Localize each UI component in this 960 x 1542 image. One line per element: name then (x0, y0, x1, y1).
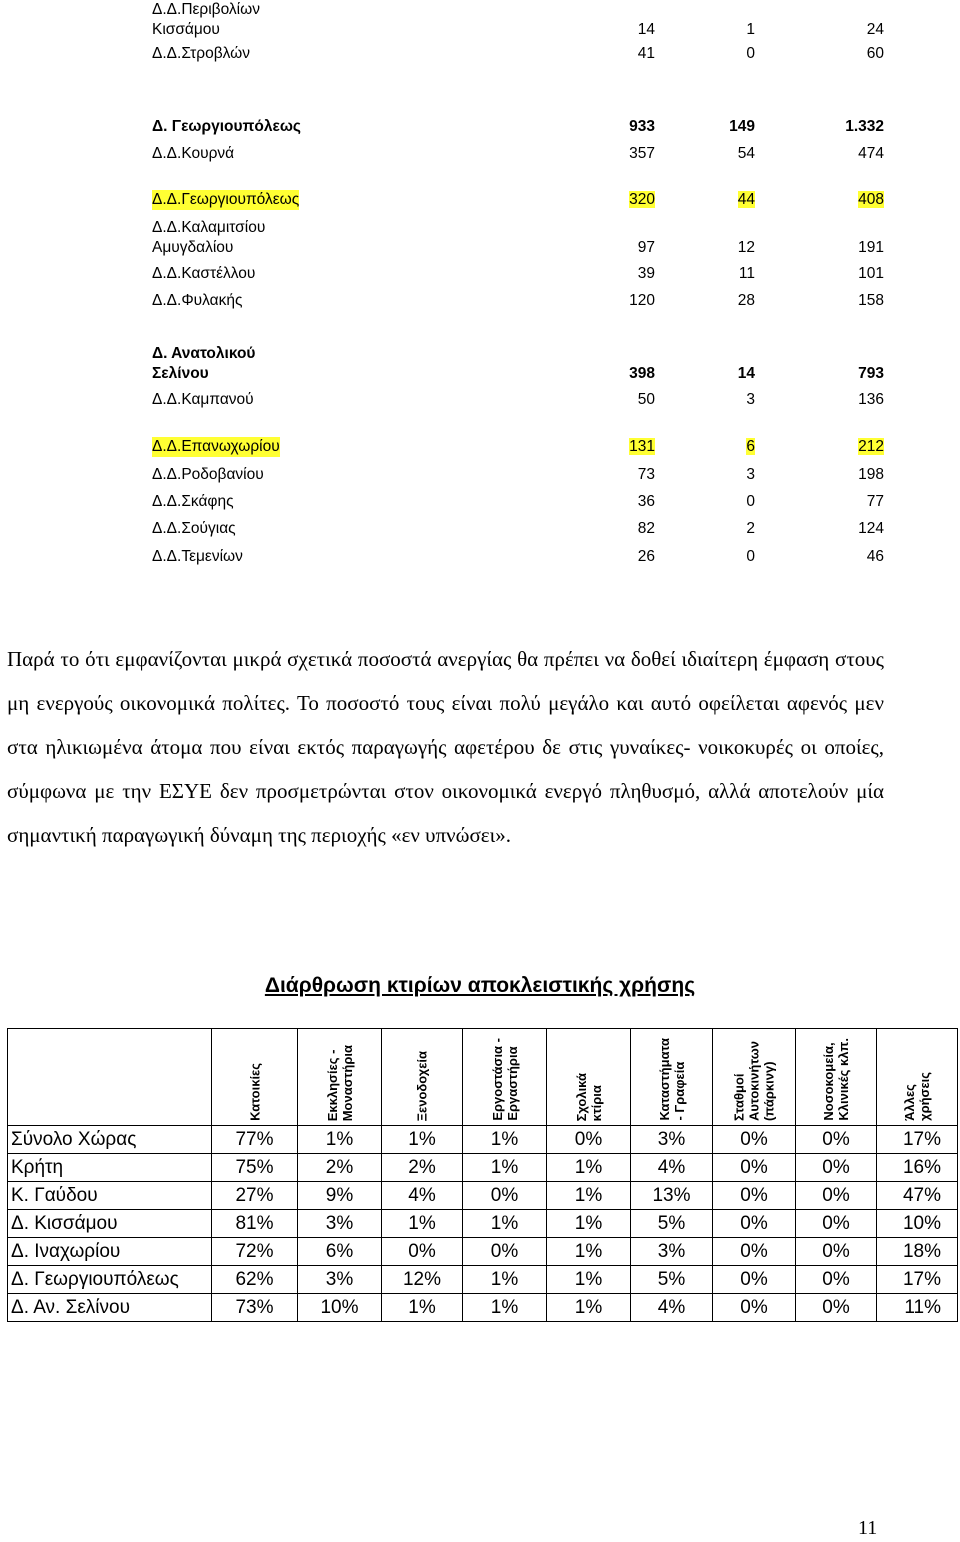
value-a: 320 (629, 191, 655, 208)
value-a: 36 (637, 493, 655, 510)
value-a: 41 (637, 45, 655, 62)
cell: 10% (298, 1294, 382, 1322)
cell: 3% (631, 1126, 713, 1154)
settlement-row-highlighted (152, 190, 884, 210)
section-title (0, 974, 960, 998)
cell: 1% (547, 1238, 631, 1266)
settlement-name: Δ.Δ.Καμπανού (152, 391, 254, 408)
cell: 62% (212, 1266, 298, 1294)
cell: 5% (631, 1266, 713, 1294)
buildings-use-table (7, 1028, 958, 1322)
row-label: Δ. Αν. Σελίνου (8, 1294, 212, 1322)
cell: 0% (382, 1238, 463, 1266)
value-b: 0 (746, 493, 755, 510)
value-c: 101 (858, 265, 884, 282)
settlement-row (152, 264, 884, 284)
value-a: 357 (629, 145, 655, 162)
cell: 0% (796, 1154, 877, 1182)
cell: 3% (631, 1238, 713, 1266)
value-a: 97 (637, 239, 655, 256)
value-a: 131 (629, 438, 655, 455)
cell: 4% (631, 1154, 713, 1182)
value-c: 474 (858, 145, 884, 162)
cell: 0% (713, 1126, 796, 1154)
settlement-name: Δ.Δ.Τεμενίων (152, 548, 243, 565)
header-cell: Εκκλησίες - Μοναστήρια (298, 1029, 382, 1126)
value-b: 11 (738, 265, 755, 282)
cell: 5% (631, 1210, 713, 1238)
cell: 10% (877, 1210, 958, 1238)
cell: 3% (298, 1210, 382, 1238)
cell: 1% (463, 1266, 547, 1294)
settlement-row (152, 519, 884, 539)
cell: 12% (382, 1266, 463, 1294)
value-a: 26 (637, 548, 655, 565)
settlement-name: Δ.Δ.Κουρνά (152, 145, 235, 162)
cell: 1% (547, 1294, 631, 1322)
cell: 0% (796, 1266, 877, 1294)
cell: 0% (713, 1266, 796, 1294)
table-row (8, 1182, 958, 1210)
cell: 75% (212, 1154, 298, 1182)
value-a: 73 (637, 466, 655, 483)
cell: 16% (877, 1154, 958, 1182)
value-b: 12 (737, 239, 755, 256)
value-c: 793 (858, 365, 884, 382)
value-c: 198 (858, 466, 884, 483)
value-b: 44 (737, 191, 755, 208)
header-cell: Άλλες χρήσεις (877, 1029, 958, 1126)
cell: 9% (298, 1182, 382, 1210)
table-row (8, 1266, 958, 1294)
cell: 77% (212, 1126, 298, 1154)
cell: 1% (463, 1210, 547, 1238)
cell: 11% (877, 1294, 958, 1322)
cell: 1% (547, 1154, 631, 1182)
cell: 1% (547, 1182, 631, 1210)
settlement-row-municipality (152, 117, 884, 137)
value-a: 39 (637, 265, 655, 282)
cell: 0% (463, 1182, 547, 1210)
header-corner (8, 1029, 212, 1126)
cell: 0% (713, 1210, 796, 1238)
value-c: 191 (858, 239, 884, 256)
cell: 13% (631, 1182, 713, 1210)
value-b: 149 (729, 118, 755, 135)
settlement-name: Δ.Δ.Σούγιας (152, 520, 236, 537)
cell: 0% (796, 1238, 877, 1266)
cell: 17% (877, 1266, 958, 1294)
header-cell: Εργοστάσια - Εργαστήρια (463, 1029, 547, 1126)
cell: 81% (212, 1210, 298, 1238)
table-row (8, 1154, 958, 1182)
cell: 2% (298, 1154, 382, 1182)
value-b: 2 (746, 520, 755, 537)
table-row (8, 1294, 958, 1322)
settlement-name: Δ.Δ.Γεωργιουπόλεως (152, 191, 300, 208)
cell: 3% (298, 1266, 382, 1294)
settlement-name: Δ. Ανατολικού Σελίνου (152, 345, 256, 382)
value-b: 0 (746, 548, 755, 565)
value-c: 136 (858, 391, 884, 408)
settlement-name: Δ.Δ.Στροβλών (152, 45, 251, 62)
settlement-row (152, 547, 884, 567)
value-a: 82 (637, 520, 655, 537)
header-cell: Σχολικά κτίρια (547, 1029, 631, 1126)
cell: 1% (382, 1294, 463, 1322)
cell: 1% (463, 1154, 547, 1182)
settlement-name: Δ.Δ.Καστέλλου (152, 265, 256, 282)
cell: 0% (796, 1126, 877, 1154)
settlement-row (152, 465, 884, 485)
cell: 72% (212, 1238, 298, 1266)
cell: 0% (796, 1210, 877, 1238)
cell: 1% (463, 1126, 547, 1154)
settlement-row (152, 218, 884, 258)
settlement-row (152, 390, 884, 410)
header-cell: Σταθμοί Αυτοκινήτων (πάρκινγ) (713, 1029, 796, 1126)
table-header-row (8, 1029, 958, 1126)
value-a: 50 (637, 391, 655, 408)
cell: 1% (547, 1266, 631, 1294)
cell: 0% (463, 1238, 547, 1266)
cell: 1% (298, 1126, 382, 1154)
settlement-name: Δ.Δ.Καλαμιτσίου Αμυγδαλίου (152, 219, 266, 256)
value-a: 120 (629, 292, 655, 309)
cell: 0% (713, 1238, 796, 1266)
value-b: 14 (737, 365, 755, 382)
value-a: 933 (629, 118, 655, 135)
settlement-row-highlighted (152, 437, 884, 457)
value-c: 158 (858, 292, 884, 309)
settlement-row (152, 44, 884, 64)
settlement-row (152, 144, 884, 164)
cell: 1% (463, 1294, 547, 1322)
row-label: Κρήτη (8, 1154, 212, 1182)
cell: 0% (796, 1182, 877, 1210)
value-a: 14 (637, 21, 655, 38)
cell: 47% (877, 1182, 958, 1210)
row-label: Κ. Γαύδου (8, 1182, 212, 1210)
cell: 0% (547, 1126, 631, 1154)
value-b: 3 (746, 391, 755, 408)
settlement-row (152, 0, 884, 40)
cell: 18% (877, 1238, 958, 1266)
value-b: 54 (737, 145, 755, 162)
settlement-name: Δ.Δ.Σκάφης (152, 493, 234, 510)
settlement-row (152, 291, 884, 311)
row-label: Σύνολο Χώρας (8, 1126, 212, 1154)
settlement-name: Δ. Γεωργιουπόλεως (152, 118, 301, 135)
settlement-name: Δ.Δ.Φυλακής (152, 292, 243, 309)
cell: 17% (877, 1126, 958, 1154)
cell: 0% (713, 1294, 796, 1322)
cell: 27% (212, 1182, 298, 1210)
value-c: 1.332 (845, 118, 884, 135)
value-b: 1 (746, 21, 755, 38)
header-cell: Κατοικίες (212, 1029, 298, 1126)
cell: 0% (796, 1294, 877, 1322)
value-c: 46 (866, 548, 884, 565)
value-c: 24 (866, 21, 884, 38)
value-b: 3 (746, 466, 755, 483)
cell: 6% (298, 1238, 382, 1266)
cell: 4% (631, 1294, 713, 1322)
section-title-text: Διάρθρωση κτιρίων αποκλειστικής χρήσης (264, 974, 696, 997)
value-b: 6 (746, 438, 755, 455)
table-row (8, 1210, 958, 1238)
cell: 2% (382, 1154, 463, 1182)
value-b: 0 (746, 45, 755, 62)
cell: 1% (547, 1210, 631, 1238)
value-b: 28 (737, 292, 755, 309)
row-label: Δ. Ιναχωρίου (8, 1238, 212, 1266)
settlement-name: Δ.Δ.Περιβολίων Κισσάμου (152, 1, 260, 38)
value-c: 77 (866, 493, 884, 510)
settlement-row-municipality (152, 344, 884, 384)
cell: 0% (713, 1182, 796, 1210)
header-cell: Ξενοδοχεία (382, 1029, 463, 1126)
value-c: 60 (866, 45, 884, 62)
table-row (8, 1238, 958, 1266)
cell: 73% (212, 1294, 298, 1322)
cell: 1% (382, 1210, 463, 1238)
cell: 4% (382, 1182, 463, 1210)
row-label: Δ. Γεωργιουπόλεως (8, 1266, 212, 1294)
settlement-name: Δ.Δ.Επανωχωρίου (152, 438, 280, 455)
settlement-row (152, 492, 884, 512)
page-number: 11 (858, 1517, 878, 1539)
value-c: 212 (858, 438, 884, 455)
value-c: 124 (858, 520, 884, 537)
row-label: Δ. Κισσάμου (8, 1210, 212, 1238)
header-cell: Νοσοκομεία, Κλινικές κλπ. (796, 1029, 877, 1126)
table-row (8, 1126, 958, 1154)
body-paragraph: Παρά το ότι εμφανίζονται μικρά σχετικά ποσοστά ανεργίας θα πρέπει να δοθεί ιδιαίτερη έμφαση στους μη ενεργούς οικονομικά πολίτες. Το ποσοστό τους είναι πολύ μεγάλο και αυτό οφείλεται αφενός μεν στα ηλικιωμένα άτομα που είναι εκτός παραγωγής αφετέρου δε στις γυναίκες- νοικοκυρές οι οποίες, σύμφωνα με την ΕΣΥΕ δεν προσμετρώνται στον οικονομικά ενεργό πληθυσμό, αλλά αποτελούν μία σημαντική παραγωγική δύναμη της περιοχής «εν υπνώσει». (7, 647, 884, 847)
value-c: 408 (858, 191, 884, 208)
cell: 1% (382, 1126, 463, 1154)
header-cell: Καταστήματα - Γραφεία (631, 1029, 713, 1126)
settlement-name: Δ.Δ.Ροδοβανίου (152, 466, 264, 483)
value-a: 398 (629, 365, 655, 382)
cell: 0% (713, 1154, 796, 1182)
